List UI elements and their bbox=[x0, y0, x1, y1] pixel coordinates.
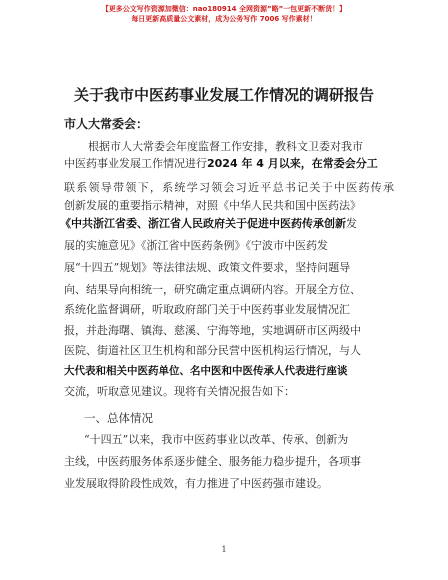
paragraph-line bbox=[60, 217, 394, 231]
paragraph-line: 交流，听取意见建议。现将有关情况报告如下： bbox=[64, 385, 295, 398]
salutation: 市人大常委会： bbox=[64, 117, 149, 131]
paragraph-line-part: 发 bbox=[346, 217, 357, 230]
promo-banner bbox=[0, 4, 448, 24]
paragraph-line bbox=[64, 157, 394, 171]
paragraph-line: 展的实施意见》《浙江省中医药条例》《宁波市中医药发 bbox=[64, 239, 328, 252]
section-heading: 一、总体情况 bbox=[84, 411, 153, 425]
promo-banner-line-1: 【更多公文写作资源加微信：nao180914 全网资源”略”一包更新不断货！】 bbox=[101, 5, 347, 13]
paragraph-line: 医院、街道社区卫生机构和部分民营中医机构运行情况，与人 bbox=[64, 344, 361, 357]
paragraph-line: 主线，中医药服务体系逐步健全、服务能力稳步提升，各项事 bbox=[64, 455, 361, 468]
promo-banner-line-2: 每日更新高质量公文素材，成为公务写作 7006 写作素材！ bbox=[131, 15, 317, 23]
paragraph-line: 创新发展的重要指示精神，对照《中华人民共和国中医药法》 bbox=[64, 199, 361, 212]
paragraph-line: 根据市人大常委会年度监督工作安排，教科文卫委对我市 bbox=[88, 140, 363, 153]
paragraph-line-bold-part: 2024 年 4 月以来，在常委会分工 bbox=[207, 157, 378, 170]
paragraph-line: 大代表和相关中医药单位、名中医和中医传承人代表进行座谈 bbox=[64, 365, 348, 377]
paragraph-line: 报，并赴海曙、镇海、慈溪、宁海等地，实地调研市区两级中 bbox=[64, 324, 361, 337]
page-number: 1 bbox=[221, 545, 227, 554]
paragraph-line: 业发展取得阶段性成效，有力推进了中医药强市建设。 bbox=[64, 477, 328, 490]
paragraph-line: 系统化监督调研，听取政府部门关于中医药事业发展情况汇 bbox=[64, 303, 350, 316]
paragraph-line: 向、结果导向相统一，研究确定重点调研内容。开展全方位、 bbox=[64, 283, 361, 296]
paragraph-line: 展“十四五”规划》等法律法规、政策文件要求，坚持问题导 bbox=[64, 261, 351, 274]
paragraph-line: 联系领导带领下，系统学习领会习近平总书记关于中医药传承 bbox=[64, 181, 394, 194]
paragraph-line-part: 中医药事业发展工作情况进行 bbox=[64, 157, 207, 170]
document-title: 关于我市中医药事业发展工作情况的调研报告 bbox=[73, 86, 374, 104]
paragraph-line: “十四五”以来，我市中医药事业以改革、传承、创新为 bbox=[84, 433, 349, 446]
paragraph-line-bold-part: 《中共浙江省委、浙江省人民政府关于促进中医药传承创新 bbox=[60, 217, 346, 230]
